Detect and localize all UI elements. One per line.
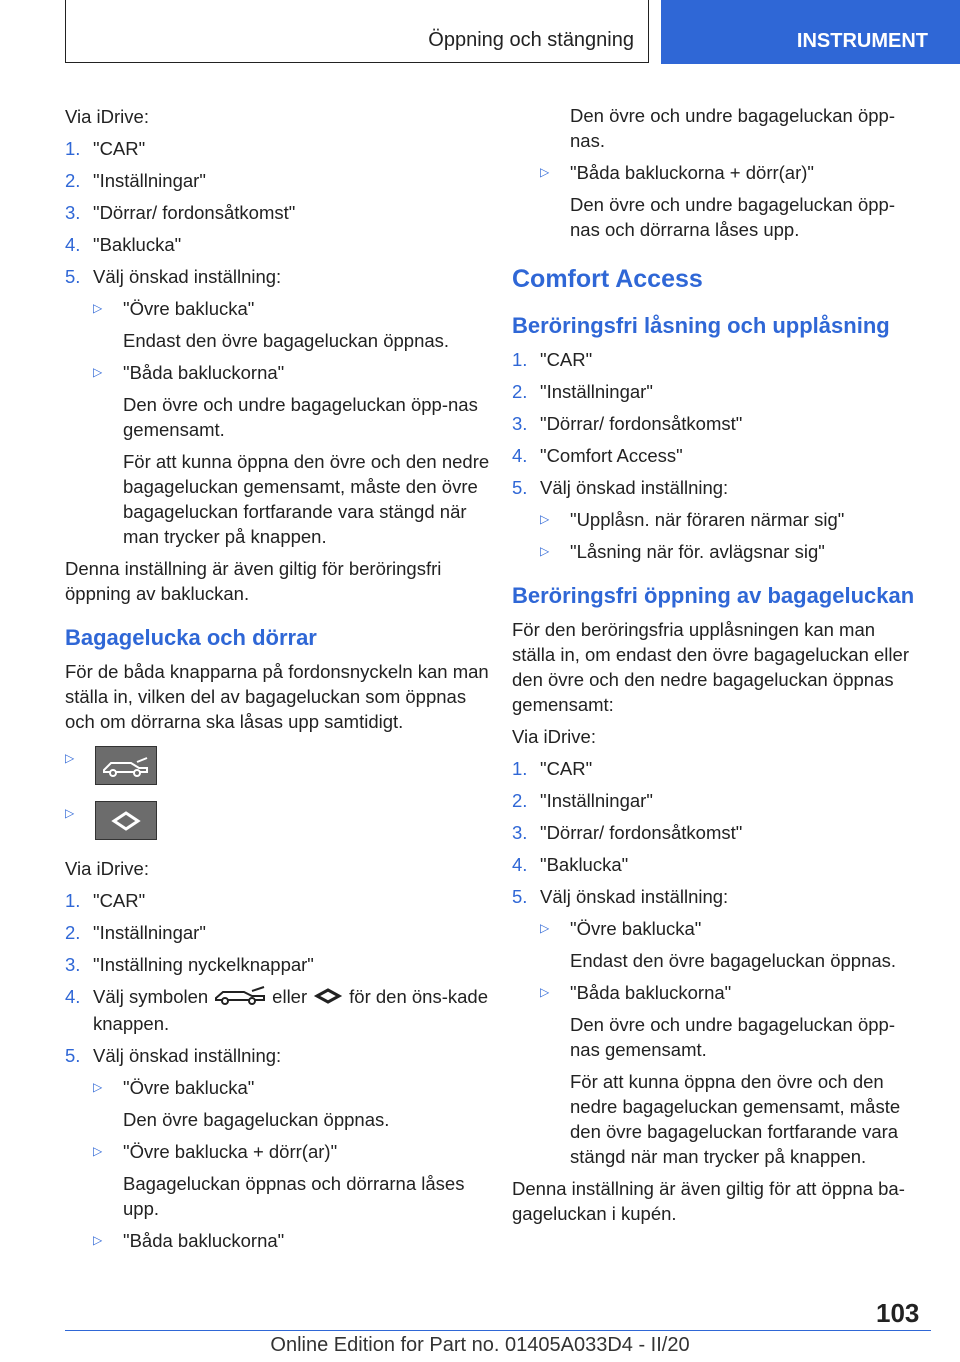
step-text: Välj önskad inställning: xyxy=(540,886,729,907)
list-item xyxy=(512,347,922,372)
step-text: Välj önskad inställning: xyxy=(540,477,729,498)
list-item xyxy=(65,200,490,225)
triangle-right-icon: ▷ xyxy=(540,921,550,935)
triangle-right-icon: ▷ xyxy=(93,365,103,379)
option-note: För att kunna öppna den övre och den nedre bagageluckan gemensamt, måste den övre bagageluckan fortfarande vara stängd när man trycker på knappen. xyxy=(123,451,490,547)
list-item xyxy=(65,984,490,1036)
key-button-row xyxy=(65,746,490,785)
triangle-right-icon: ▷ xyxy=(93,1144,103,1159)
subsection-heading: Beröringsfri öppning av bagageluckan xyxy=(512,583,915,608)
triangle-right-icon: ▷ xyxy=(65,806,75,820)
via-idrive-label: Via iDrive: xyxy=(65,106,149,127)
step-number: 1. xyxy=(65,138,81,159)
option-description: Endast den övre bagageluckan öppnas. xyxy=(123,330,450,351)
section-heading: Bagagelucka och dörrar xyxy=(65,625,317,650)
page-number: 103 xyxy=(876,1298,920,1328)
step-text: "CAR" xyxy=(93,890,146,911)
option-label: "Upplåsn. när föraren närmar sig" xyxy=(570,509,845,530)
paragraph: Denna inställning är även giltig för beröringsfri öppning av bakluckan. xyxy=(65,558,442,604)
option-item xyxy=(65,1075,490,1100)
list-item xyxy=(65,136,490,161)
step-text: "Comfort Access" xyxy=(540,445,683,466)
step-number: 5. xyxy=(512,886,528,907)
left-column xyxy=(65,104,490,1260)
step-text: "CAR" xyxy=(540,758,593,779)
right-column xyxy=(512,103,922,1233)
list-item xyxy=(65,888,490,913)
option-item xyxy=(512,980,922,1005)
triangle-right-icon: ▷ xyxy=(93,1233,103,1248)
key-button-row xyxy=(65,801,490,840)
option-label: "Båda bakluckorna" xyxy=(570,982,732,1003)
paragraph: Denna inställning är även giltig för att öppna ba‐gageluckan i kupén. xyxy=(512,1178,905,1224)
step-number: 3. xyxy=(512,822,528,843)
list-item xyxy=(65,952,490,977)
option-note: För att kunna öppna den övre och den nedre bagageluckan gemensamt, måste den övre bagageluckan fortfarande vara stängd när man trycker på knappen. xyxy=(570,1071,901,1167)
subsection-heading: Beröringsfri låsning och upplåsning xyxy=(512,313,890,338)
step-text: "CAR" xyxy=(540,349,593,370)
step-number: 3. xyxy=(65,954,81,975)
step-number: 2. xyxy=(65,922,81,943)
step-number: 1. xyxy=(512,349,528,370)
section-heading: Comfort Access xyxy=(512,265,703,293)
list-item xyxy=(512,756,922,781)
list-item xyxy=(65,168,490,193)
step-number: 5. xyxy=(512,477,528,498)
step-text: "Baklucka" xyxy=(540,854,629,875)
step-text: Välj önskad inställning: xyxy=(93,266,282,287)
triangle-right-icon: ▷ xyxy=(540,512,550,526)
option-label: "Båda bakluckorna" xyxy=(123,1230,285,1252)
car-trunk-icon xyxy=(214,985,266,1011)
option-item xyxy=(512,507,922,532)
step-text: "Dörrar/ fordonsåtkomst" xyxy=(93,202,296,223)
step-number: 4. xyxy=(65,986,81,1007)
list-item xyxy=(65,232,490,257)
car-trunk-icon xyxy=(95,746,157,785)
header-section-tab xyxy=(65,0,649,63)
list-item xyxy=(65,1043,490,1068)
option-description: Den övre och undre bagageluckan öpp‐nas gemensamt. xyxy=(123,394,478,440)
step-text: "Inställningar" xyxy=(540,381,653,402)
step-text: Välj önskad inställning: xyxy=(93,1045,282,1067)
step-number: 4. xyxy=(512,854,528,875)
step-number: 4. xyxy=(65,234,81,255)
option-item xyxy=(65,1228,490,1253)
step-text: "Inställningar" xyxy=(93,170,206,191)
step-text-part: eller xyxy=(272,986,308,1007)
step-text: "CAR" xyxy=(93,138,146,159)
option-item xyxy=(65,296,490,321)
option-label: "Låsning när för. avlägsnar sig" xyxy=(570,541,825,562)
option-description: Den övre och undre bagageluckan öpp‐nas gemensamt. xyxy=(570,1014,896,1060)
step-number: 2. xyxy=(512,790,528,811)
option-item xyxy=(512,539,922,564)
step-text: "Dörrar/ fordonsåtkomst" xyxy=(540,413,743,434)
triangle-right-icon: ▷ xyxy=(540,985,550,999)
list-item xyxy=(512,379,922,404)
option-description: Den övre och undre bagageluckan öpp‐nas och dörrarna låses upp. xyxy=(570,194,896,240)
list-item xyxy=(512,788,922,813)
list-item xyxy=(65,264,490,289)
list-item xyxy=(512,852,922,877)
list-item xyxy=(512,820,922,845)
option-description: Den övre och undre bagageluckan öpp‐nas. xyxy=(570,105,896,151)
option-label: "Övre baklucka" xyxy=(123,298,255,319)
header-section-title: Öppning och stängning xyxy=(428,29,634,51)
step-number: 2. xyxy=(512,381,528,402)
option-item xyxy=(65,360,490,385)
list-item xyxy=(65,920,490,945)
option-label: "Båda bakluckorna + dörr(ar)" xyxy=(570,162,814,183)
step-number: 4. xyxy=(512,445,528,466)
triangle-right-icon: ▷ xyxy=(65,751,75,765)
option-label: "Båda bakluckorna" xyxy=(123,362,285,383)
step-number: 1. xyxy=(65,890,81,911)
triangle-right-icon: ▷ xyxy=(93,1080,103,1095)
option-item xyxy=(65,1139,490,1164)
option-description: Den övre bagageluckan öppnas. xyxy=(123,1109,390,1131)
step-number: 2. xyxy=(65,170,81,191)
header-chapter-title: INSTRUMENT xyxy=(796,30,928,52)
footer-divider xyxy=(65,1330,931,1331)
step-number: 5. xyxy=(65,266,81,287)
option-label: "Övre baklucka" xyxy=(123,1077,255,1099)
list-item xyxy=(512,443,922,468)
option-description: Bagageluckan öppnas och dörrarna låses upp. xyxy=(123,1173,465,1220)
step-text: "Inställning nyckelknappar" xyxy=(93,954,314,975)
list-item xyxy=(512,884,922,909)
triangle-right-icon: ▷ xyxy=(540,165,550,179)
paragraph: För de båda knapparna på fordonsnyckeln kan man ställa in, vilken del av bagageluckan som öppnas och om dörrarna ska låsas upp samtidigt. xyxy=(65,661,489,732)
header-chapter-tab xyxy=(661,0,960,64)
step-text-part: Välj symbolen xyxy=(93,986,209,1007)
step-text: "Dörrar/ fordonsåtkomst" xyxy=(540,822,743,843)
via-idrive-label: Via iDrive: xyxy=(512,726,596,747)
option-item xyxy=(512,916,922,941)
step-number: 3. xyxy=(65,202,81,223)
via-idrive-label: Via iDrive: xyxy=(65,858,149,879)
option-description: Endast den övre bagageluckan öppnas. xyxy=(570,950,897,971)
footer-edition: Online Edition for Part no. 01405A033D4 - II/20 xyxy=(270,1334,690,1356)
step-number: 5. xyxy=(65,1045,81,1067)
list-item xyxy=(512,475,922,500)
triangle-right-icon: ▷ xyxy=(93,301,103,315)
step-text: "Inställningar" xyxy=(93,922,206,943)
open-chevron-icon xyxy=(313,986,343,1011)
open-chevron-icon xyxy=(95,801,157,840)
step-text: "Inställningar" xyxy=(540,790,653,811)
list-item xyxy=(512,411,922,436)
step-number: 1. xyxy=(512,758,528,779)
option-item xyxy=(512,160,922,185)
paragraph: För den beröringsfria upplåsningen kan man ställa in, om endast den övre bagageluckan eller den övre och den nedre bagageluckan öppnas gemensamt: xyxy=(512,619,909,715)
step-text: "Baklucka" xyxy=(93,234,182,255)
option-label: "Övre baklucka + dörr(ar)" xyxy=(123,1141,338,1163)
step-text-part: för den öns‐kade knappen. xyxy=(93,986,488,1035)
step-number: 3. xyxy=(512,413,528,434)
triangle-right-icon: ▷ xyxy=(540,544,550,558)
option-label: "Övre baklucka" xyxy=(570,918,702,939)
